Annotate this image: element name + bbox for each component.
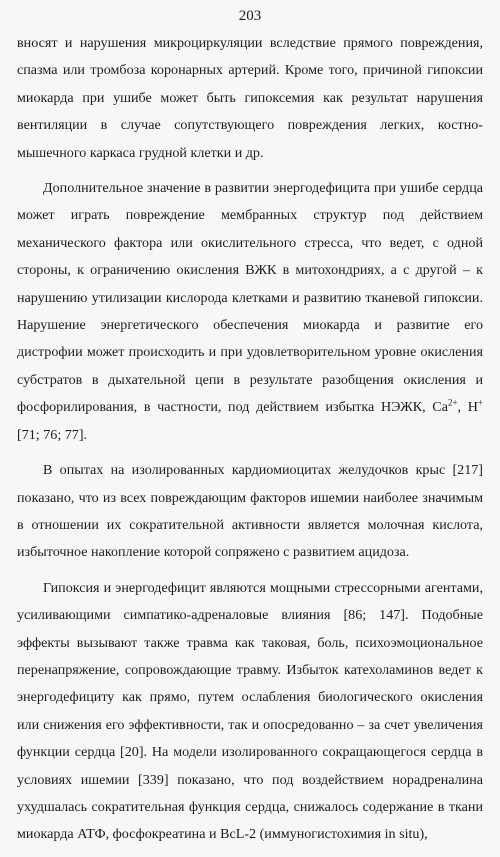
- body-text: [17, 30, 483, 857]
- paragraph-1: вносят и нарушения микроциркуляции вследствие прямого повреждения, спазма или тромбоза коронарных артерий. Кроме того, причиной гипоксии миокарда при ушибе может быть гипоксемия как результат нарушения вентиляции в случае сопутствующего повреждения легких, костно-мышечного каркаса грудной клетки и др.: [17, 35, 483, 161]
- page-number: 203: [238, 8, 262, 24]
- calcium-charge: 2+: [447, 397, 458, 408]
- hydrogen-charge: +: [477, 397, 483, 408]
- paragraph-2-text: Дополнительное значение в развитии энергодефицита при ушибе сердца может играть повреждение мембранных структур под действием механического фактора или окислительного стресса, что ведет, с одной стороны, к ограничению окисления ВЖК в митохондриях, а с другой – к нарушению утилизации кислорода клетками и развитию тканевой гипоксии. Нарушение энергетического обеспечения миокарда и развитие его дистрофии может происходить и при удовлетворительном уровне окисления субстратов в дыхательной цепи в результате разобщения окисления и фосфорилирования, в частности, под действием избытка НЭЖК, Ca: [17, 180, 483, 416]
- paragraph-2-citation: [71; 76; 77].: [17, 426, 88, 443]
- paragraph-2-mid: , H: [457, 399, 478, 416]
- paragraph-3: В опытах на изолированных кардиомиоцитах желудочков крыс [217] показано, что из всех повреждающим факторов ишемии наиболее значимым в отношении их сократительной активности является молочная кислота, избыточное накопление которой сопряжено с развитием ацидоза.: [17, 462, 483, 561]
- paragraph-2: [17, 175, 483, 449]
- paragraph-4: Гипоксия и энергодефицит являются мощными стрессорными агентами, усиливающими симпатико-адреналовые влияния [86; 147]. Подобные эффекты вызывают также травма как таковая, боль, психоэмоциональное перенапряжение, сопровождающие травму. Избыток катехоламинов ведет к энергодефициту как прямо, путем ослабления биологического окисления или снижения его эффективности, так и опосредованно – за счет увеличения функции сердца [20]. На модели изолированного сокращающегося сердца в условиях ишемии [339] показано, что под воздействием норадреналина ухудшалась сократительная функция сердца, снижалось содержание в ткани миокарда АТФ, фосфокреатина и BcL-2 (иммуногистохимия in situ),: [17, 579, 483, 843]
